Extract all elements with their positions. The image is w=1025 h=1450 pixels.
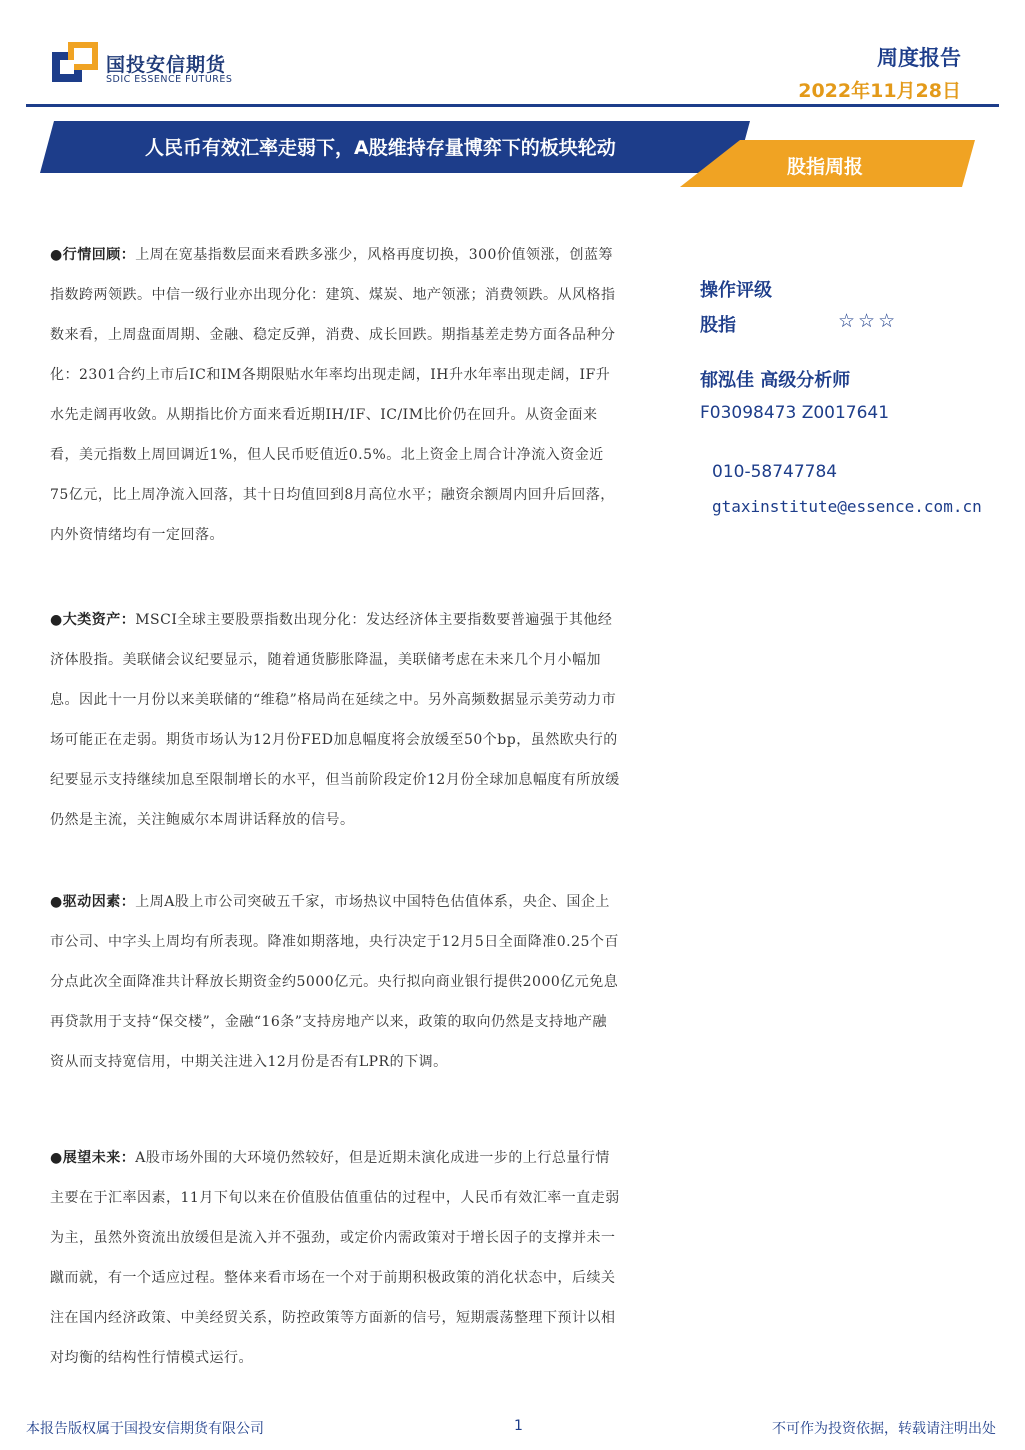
section-text: 上周A股上市公司突破五千家，市场热议中国特色估值体系，央企、国企上市公司、中字头上周均有所表现。降准如期落地，央行决定于12月5日全面降准0.25个百分点此次全面降准共计释放长期资金约5000亿元。央行拟向商业银行提供2000亿元免息再贷款用于支持“保交楼”，金融“16条”支持房地产以来，政策的取向仍然是支持地产融资从而支持宽信用，中期关注进入12月份是否有LPR的下调。 xyxy=(50,894,619,1070)
rating-stars: ☆☆☆ xyxy=(838,310,899,332)
company-name-en: SDIC ESSENCE FUTURES xyxy=(106,74,233,85)
report-date: 2022年11月28日 xyxy=(798,80,961,102)
footer-disclaimer: 不可作为投资依据，转载请注明出处 xyxy=(772,1421,996,1437)
rating-title: 操作评级 xyxy=(700,280,772,301)
category-tag: 股指周报 xyxy=(787,156,864,178)
section-text: MSCI全球主要股票指数出现分化：发达经济体主要指数要普遍强于其他经济体股指。美联储会议纪要显示，随着通货膨胀降温，美联储考虑在未来几个月小幅加息。因此十一月份以来美联储的“维稳”格局尚在延续之中。另外高频数据显示美劳动力市场可能正在走弱。期货市场认为12月份FED加息幅度将会放缓至50个bp，虽然欧央行的纪要显示支持继续加息至限制增长的水平，但当前阶段定价12月份全球加息幅度有所放缓仍然是主流，关注鲍威尔本周讲话释放的信号。 xyxy=(50,612,620,828)
report-title: 人民币有效汇率走弱下，A股维持存量博弈下的板块轮动 xyxy=(145,137,616,159)
section-drivers xyxy=(50,882,620,1082)
report-type: 周度报告 xyxy=(877,46,961,70)
page-number: 1 xyxy=(514,1418,523,1434)
rating-label: 股指 xyxy=(700,315,736,336)
section-market-review xyxy=(50,235,620,555)
section-heading: ●驱动因素： xyxy=(50,894,136,910)
section-outlook xyxy=(50,1138,620,1378)
section-heading: ●大类资产： xyxy=(50,612,136,628)
footer-copyright: 本报告版权属于国投安信期货有限公司 xyxy=(26,1421,264,1437)
contact-phone: 010-58747784 xyxy=(712,462,838,482)
section-text: 上周在宽基指数层面来看跌多涨少，风格再度切换，300价值领涨，创蓝筹指数跨两领跌。中信一级行业亦出现分化：建筑、煤炭、地产领涨；消费领跌。从风格指数来看，上周盘面周期、金融、稳定反弹，消费、成长回跌。期指基差走势方面各品种分化：2301合约上市后IC和IM各期限贴水年率均出现走阔，IH升水年率出现走阔，IF升水先走阔再收敛。从期指比价方面来看近期IH/IF、IC/IM比价仍在回升。从资金面来看，美元指数上周回调近1%，但人民币贬值近0.5%。北上资金上周合计净流入资金近75亿元，比上周净流入回落，其十日均值回到8月高位水平；融资余额周内回升后回落，内外资情绪均有一定回落。 xyxy=(50,247,616,543)
section-asset-classes xyxy=(50,600,620,840)
analyst-name: 郁泓佳 高级分析师 xyxy=(700,370,851,391)
company-name-cn: 国投安信期货 xyxy=(106,54,227,76)
section-heading: ●展望未来： xyxy=(50,1150,136,1166)
section-text: A股市场外围的大环境仍然较好，但是近期未演化成进一步的上行总量行情主要在于汇率因素，11月下旬以来在价值股估值重估的过程中，人民币有效汇率一直走弱为主，虽然外资流出放缓但是流入并不强劲，或定价内需政策对于增长因子的支撑并未一蹴而就，有一个适应过程。整体来看市场在一个对于前期积极政策的消化状态中，后续关注在国内经济政策、中美经贸关系，防控政策等方面新的信号，短期震荡整理下预计以相对均衡的结构性行情模式运行。 xyxy=(50,1150,620,1366)
company-logo-icon xyxy=(52,42,98,82)
section-heading: ●行情回顾： xyxy=(50,247,136,263)
header-divider xyxy=(26,104,999,107)
contact-email[interactable]: gtaxinstitute@essence.com.cn xyxy=(712,497,982,516)
analyst-license: F03098473 Z0017641 xyxy=(700,403,890,423)
